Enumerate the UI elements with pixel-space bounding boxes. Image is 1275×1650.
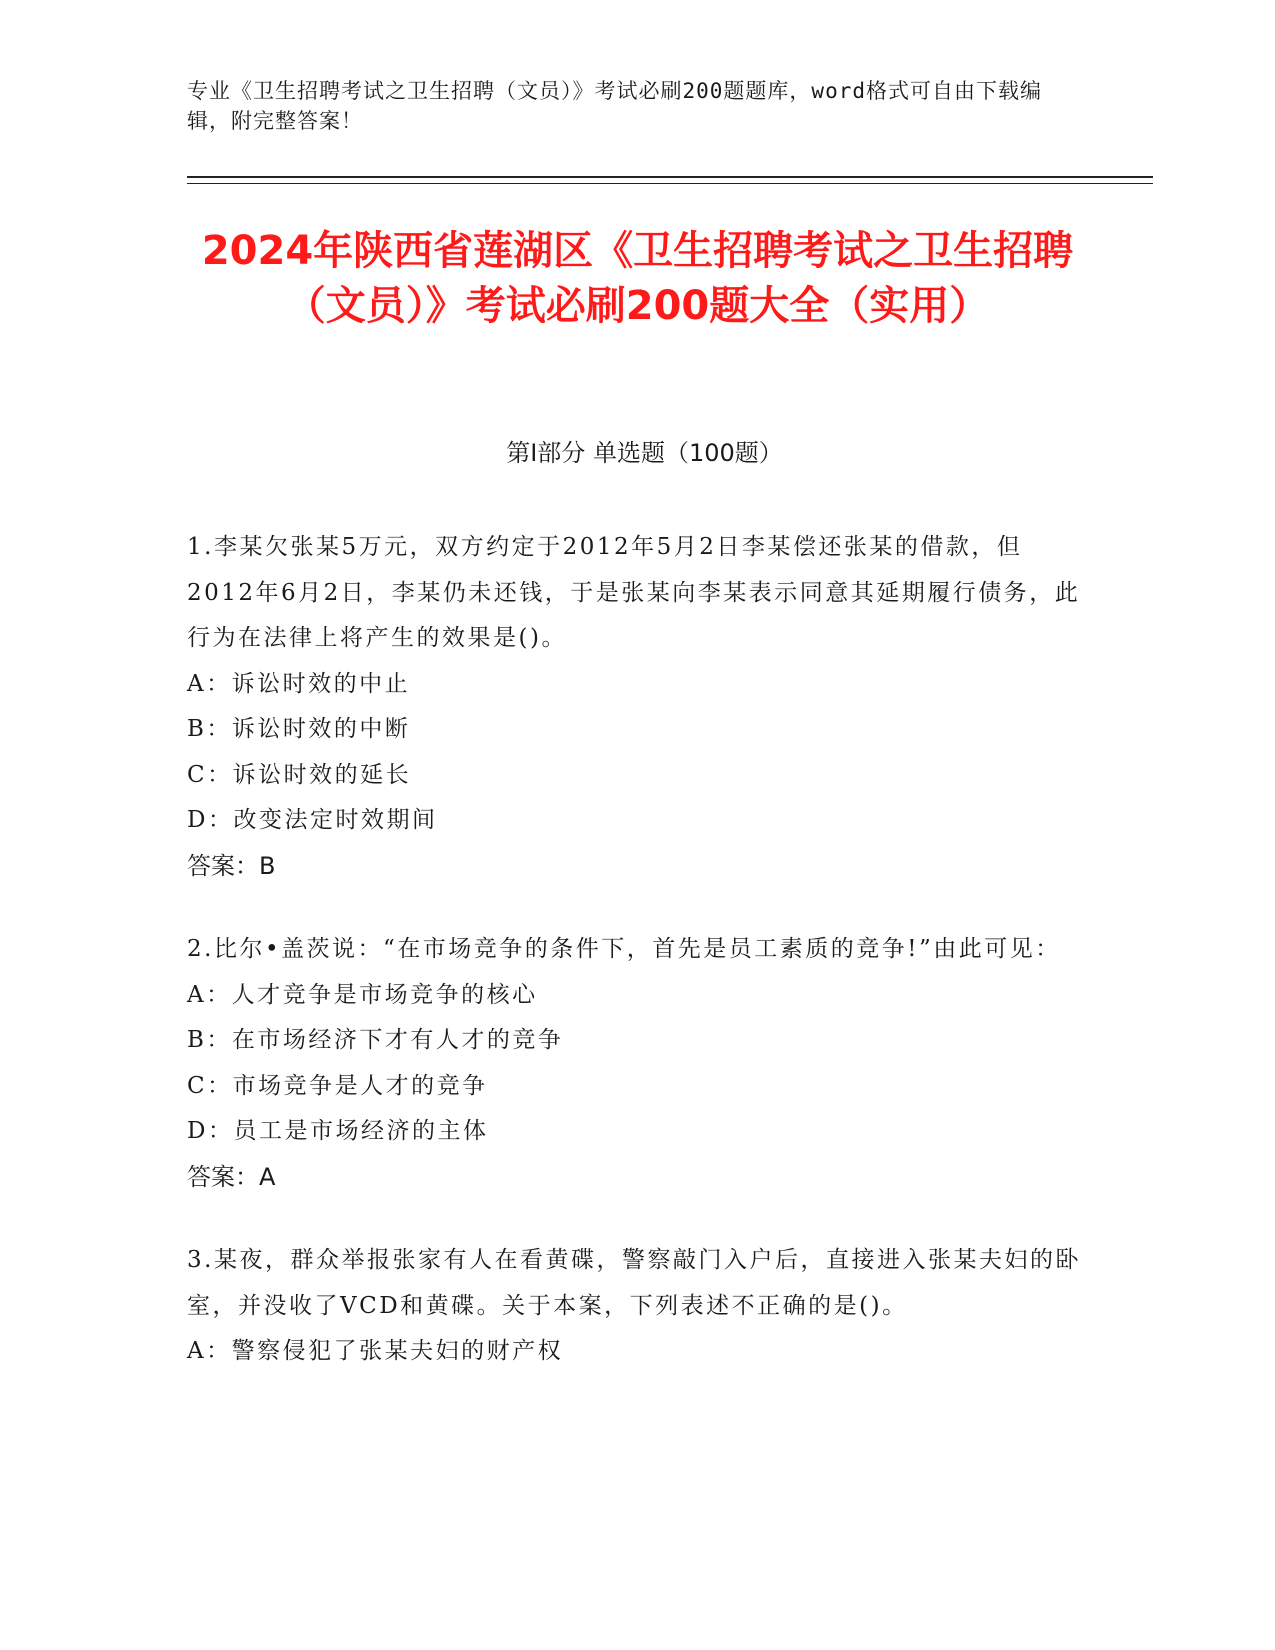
header-rule-thick (187, 176, 1153, 178)
question-3 (187, 1238, 1087, 1375)
option-a: A：人才竞争是市场竞争的核心 (187, 981, 538, 1008)
question-1 (187, 525, 1087, 889)
option-c: C：诉讼时效的延长 (187, 761, 412, 788)
option-a: A：诉讼时效的中止 (187, 670, 411, 697)
option-c: C：市场竞争是人才的竞争 (187, 1072, 488, 1099)
option-d: D：员工是市场经济的主体 (187, 1118, 489, 1144)
option-a: A：警察侵犯了张某夫妇的财产权 (187, 1338, 564, 1364)
answer-line: 答案：B (187, 851, 276, 880)
question-stem: 2.比尔•盖茨说：“在市场竞争的条件下，首先是员工素质的竞争!”由此可见： (187, 936, 1061, 962)
part-heading: 第Ⅰ部分 单选题（100题） (506, 439, 783, 467)
option-b: B：诉讼时效的中断 (187, 716, 411, 742)
question-list (187, 525, 1087, 1413)
option-d: D：改变法定时效期间 (187, 807, 438, 833)
question-2 (187, 927, 1087, 1200)
header-note: 专业《卫生招聘考试之卫生招聘（文员）》考试必刷200题题库，word格式可自由下载编辑，附完整答案！ (187, 79, 1042, 133)
option-b: B：在市场经济下才有人才的竞争 (187, 1027, 564, 1053)
header-rule-thin (187, 183, 1153, 184)
answer-line: 答案：A (187, 1162, 276, 1191)
question-stem: 1.李某欠张某5万元，双方约定于2012年5月2日李某偿还张某的借款，但2012年6月2日，李某仍未还钱，于是张某向李某表示同意其延期履行债务，此行为在法律上将产生的效果是()。 (187, 534, 1081, 651)
document-title: 2024年陕西省莲湖区《卫生招聘考试之卫生招聘（文员）》考试必刷200题大全（实用） (201, 228, 1074, 329)
question-stem: 3.某夜，群众举报张家有人在看黄碟，警察敲门入户后，直接进入张某夫妇的卧室，并没收了VCD和黄碟。关于本案，下列表述不正确的是()。 (187, 1247, 1081, 1319)
